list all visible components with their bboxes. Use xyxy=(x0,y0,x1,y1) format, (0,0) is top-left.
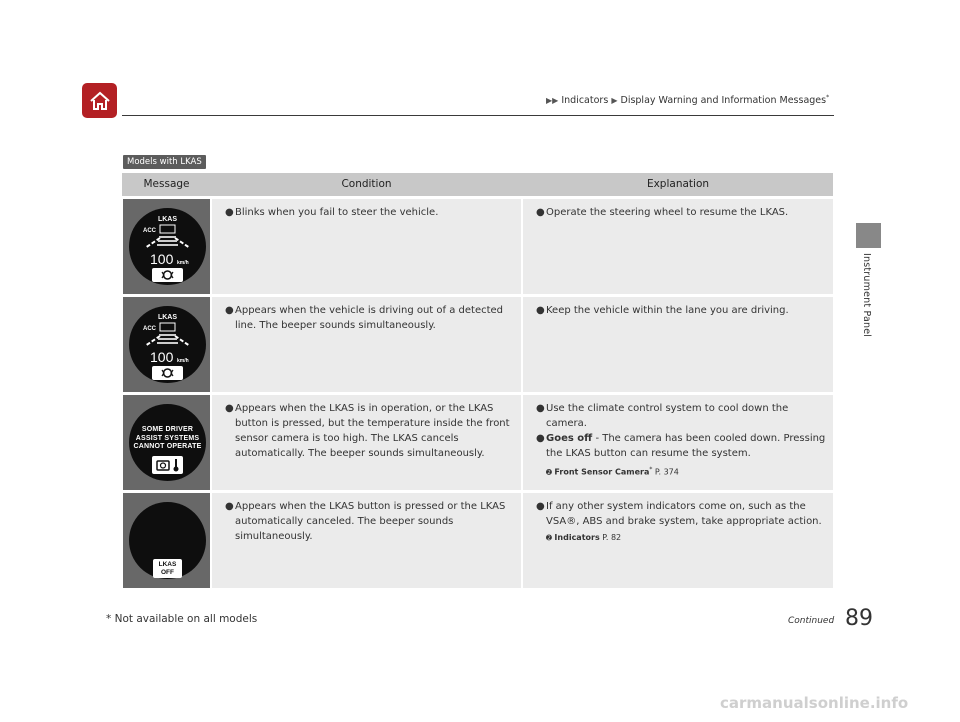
message-image xyxy=(123,199,210,294)
driver-assist-warning-display xyxy=(129,404,206,481)
svg-text:LKAS: LKAS xyxy=(157,216,178,223)
footnote-mark: * xyxy=(826,94,830,101)
bullet-icon: ● xyxy=(536,501,545,512)
arrow-right-icon: ▶ xyxy=(611,96,618,106)
lkas-gauge xyxy=(129,208,206,285)
explanation-text: Operate the steering wheel to resume the LKAS. xyxy=(546,207,789,218)
header-explanation: Explanation xyxy=(646,178,710,190)
explanation-cell xyxy=(523,395,833,490)
display-text: OFF xyxy=(161,568,174,576)
condition-text: Appears when the LKAS button is pressed or the LKAS automatically canceled. The beeper sounds simultaneously. xyxy=(235,501,506,542)
lkas-off-icon xyxy=(153,559,182,578)
breadcrumb xyxy=(546,94,829,106)
svg-text:km/h: km/h xyxy=(177,260,189,266)
bullet-icon: ● xyxy=(536,305,545,316)
section-label: Instrument Panel xyxy=(861,253,872,338)
section-tab xyxy=(856,223,881,248)
svg-text:ACC: ACC xyxy=(143,326,156,332)
breadcrumb-current: Display Warning and Information Messages xyxy=(620,95,827,107)
table-row xyxy=(122,493,833,588)
bullet-icon: ● xyxy=(225,207,234,218)
message-image xyxy=(123,395,210,490)
lane-display-icon xyxy=(129,306,206,383)
bullet-icon: ● xyxy=(536,433,545,444)
reference-arrow-icon: ➋ xyxy=(546,534,552,542)
display-text: ASSIST SYSTEMS xyxy=(135,434,200,442)
message-image xyxy=(123,297,210,392)
camera-temperature-icon xyxy=(152,456,183,474)
svg-text:LKAS: LKAS xyxy=(157,314,178,321)
explanation-cell xyxy=(523,199,833,294)
cross-reference-link[interactable] xyxy=(536,462,829,481)
home-button[interactable] xyxy=(82,83,117,118)
table-header xyxy=(122,173,833,196)
cross-reference-link[interactable] xyxy=(536,530,825,546)
reference-page: P. 374 xyxy=(652,467,679,477)
condition-text: Appears when the vehicle is driving out of a detected line. The beeper sounds simultaneously. xyxy=(235,305,504,331)
explanation-cell xyxy=(523,493,833,588)
header-message: Message xyxy=(143,178,190,190)
condition-cell xyxy=(212,493,521,588)
lkas-gauge xyxy=(129,306,206,383)
explanation-text: Keep the vehicle within the lane you are driving. xyxy=(546,305,789,316)
condition-cell xyxy=(212,395,521,490)
table-row xyxy=(122,199,833,294)
bullet-icon: ● xyxy=(225,305,234,316)
continued-label: Continued xyxy=(788,616,835,626)
footnote: * Not available on all models xyxy=(106,613,258,625)
explanation-text: If any other system indicators come on, such as the VSA®, ABS and brake system, take appropriate action. xyxy=(546,501,822,527)
explanation-cell xyxy=(523,297,833,392)
breadcrumb-link-indicators[interactable]: Indicators xyxy=(561,95,609,107)
status-label: Goes off xyxy=(546,433,593,444)
footnote-mark: * xyxy=(649,466,653,473)
header-condition: Condition xyxy=(341,178,392,190)
reference-title: Indicators xyxy=(554,533,600,542)
message-image xyxy=(123,493,210,588)
lkas-off-display xyxy=(129,502,206,579)
display-text: SOME DRIVER xyxy=(141,426,194,433)
svg-text:100: 100 xyxy=(150,251,174,267)
svg-text:km/h: km/h xyxy=(177,358,189,364)
lane-display-icon xyxy=(129,208,206,285)
bullet-icon: ● xyxy=(225,501,234,512)
reference-page: P. 82 xyxy=(599,533,622,542)
explanation-text: - The camera has been cooled down. Pressing the LKAS button can resume the system. xyxy=(546,433,826,459)
models-tag: Models with LKAS xyxy=(123,155,206,169)
watermark: carmanualsonline.info xyxy=(720,694,909,712)
page-number: 89 xyxy=(845,606,873,631)
bullet-icon: ● xyxy=(536,403,545,414)
condition-cell xyxy=(212,297,521,392)
svg-text:ACC: ACC xyxy=(143,228,156,234)
arrow-right-icon: ▶▶ xyxy=(546,96,559,106)
condition-text: Appears when the LKAS is in operation, or the LKAS button is pressed, but the temperature inside the front sensor camera is too high. The LKAS cancels automatically. The beeper sounds simultaneously. xyxy=(235,403,510,459)
reference-arrow-icon: ➋ xyxy=(546,468,552,477)
home-icon xyxy=(88,90,112,112)
table-row xyxy=(122,297,833,392)
condition-cell xyxy=(212,199,521,294)
condition-text: Blinks when you fail to steer the vehicle. xyxy=(235,207,439,218)
reference-title: Front Sensor Camera xyxy=(554,467,650,477)
table-row xyxy=(122,395,833,490)
bullet-icon: ● xyxy=(536,207,545,218)
display-text: CANNOT OPERATE xyxy=(133,443,202,450)
display-text: LKAS xyxy=(158,561,177,568)
header-rule xyxy=(122,115,834,116)
bullet-icon: ● xyxy=(225,403,234,414)
svg-text:100: 100 xyxy=(150,349,174,365)
explanation-text: Use the climate control system to cool down the camera. xyxy=(546,403,789,429)
